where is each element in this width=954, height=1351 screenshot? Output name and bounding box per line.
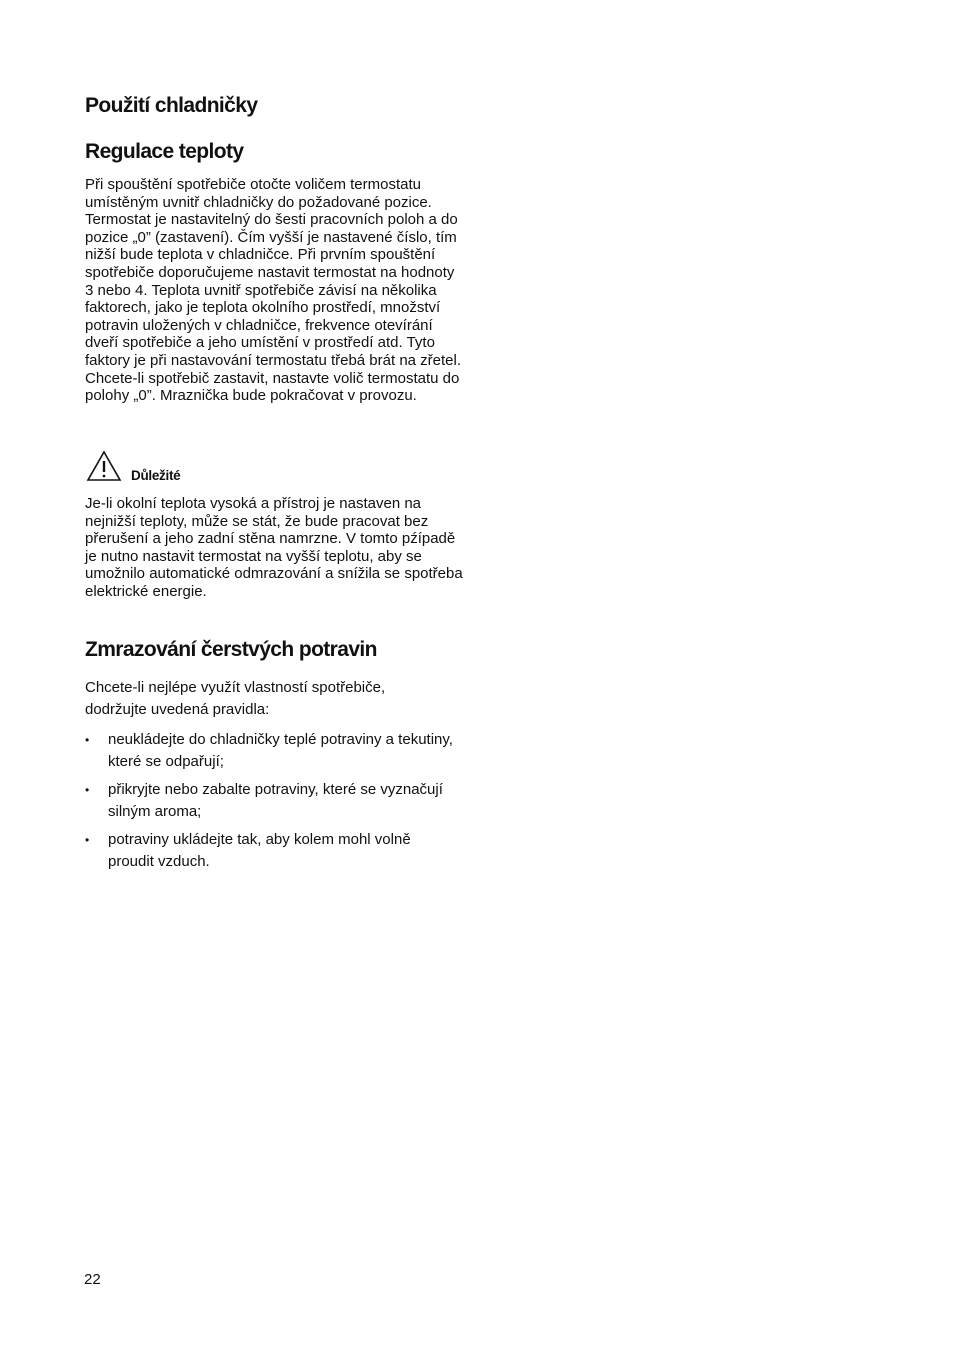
list-item-text: neukládejte do chladničky teplé potraviny a tekutiny, které se odpařují;	[108, 731, 453, 770]
list-item	[85, 729, 455, 773]
page-number: 22	[84, 1271, 101, 1288]
freezing-rules-list	[85, 729, 455, 879]
list-item-text: potraviny ukládejte tak, aby kolem mohl volně proudit vzduch.	[108, 831, 411, 870]
section-heading-temperature: Regulace teploty	[85, 140, 244, 163]
warning-paragraph: Je-li okolní teplota vysoká a přístroj je nastaven na nejnižší teploty, může se stát, že bude pracovat bez přerušení a jeho zadní stěna namrzne. V tomto pźípadě je nutno nastavit termostat na vyšší teplotu, aby se umožnilo automatické odmrazování a snížila se spotřeba elektrické energie.	[85, 495, 463, 600]
temperature-paragraph: Při spouštění spotřebiče otočte voličem termostatu umístěným uvnitř chladničky do požadované pozice. Termostat je nastavitelný do šesti pracovních poloh a do pozice „0” (zastavení). Čím vyšší je nastavené číslo, tím nižší bude teplota v chladničce. Při prvním spouštění spotřebiče doporučujeme nastavit termostat na hodnoty 3 nebo 4. Teplota uvnitř spotřebiče závisí na několika faktorech, jako je teplota okolního prostředí, množství potravin uložených v chladničce, frekvence otevírání dveří spotřebiče a jeho umístění v prostředí atd. Tyto faktory je při nastavování termostatu třebá brát na zřetel. Chcete-li spotřebič zastavit, nastavte volič termostatu do polohy „0”. Mraznička bude pokračovat v provozu.	[85, 176, 462, 405]
list-item-text: přikryjte nebo zabalte potraviny, které se vyznačují silným aroma;	[108, 781, 443, 820]
section-heading-freezing: Zmrazování čerstvých potravin	[85, 638, 377, 661]
list-item	[85, 779, 455, 823]
bullet-icon: •	[85, 783, 90, 797]
warning-triangle-icon	[86, 450, 122, 482]
list-item	[85, 829, 455, 873]
warning-label: Důležité	[131, 468, 181, 483]
freezing-intro: Chcete-li nejlépe využít vlastností spotřebiče, dodržujte uvedená pravidla:	[85, 679, 386, 718]
bullet-icon: •	[85, 833, 90, 847]
bullet-icon: •	[85, 733, 90, 747]
page-title: Použití chladničky	[85, 94, 258, 117]
